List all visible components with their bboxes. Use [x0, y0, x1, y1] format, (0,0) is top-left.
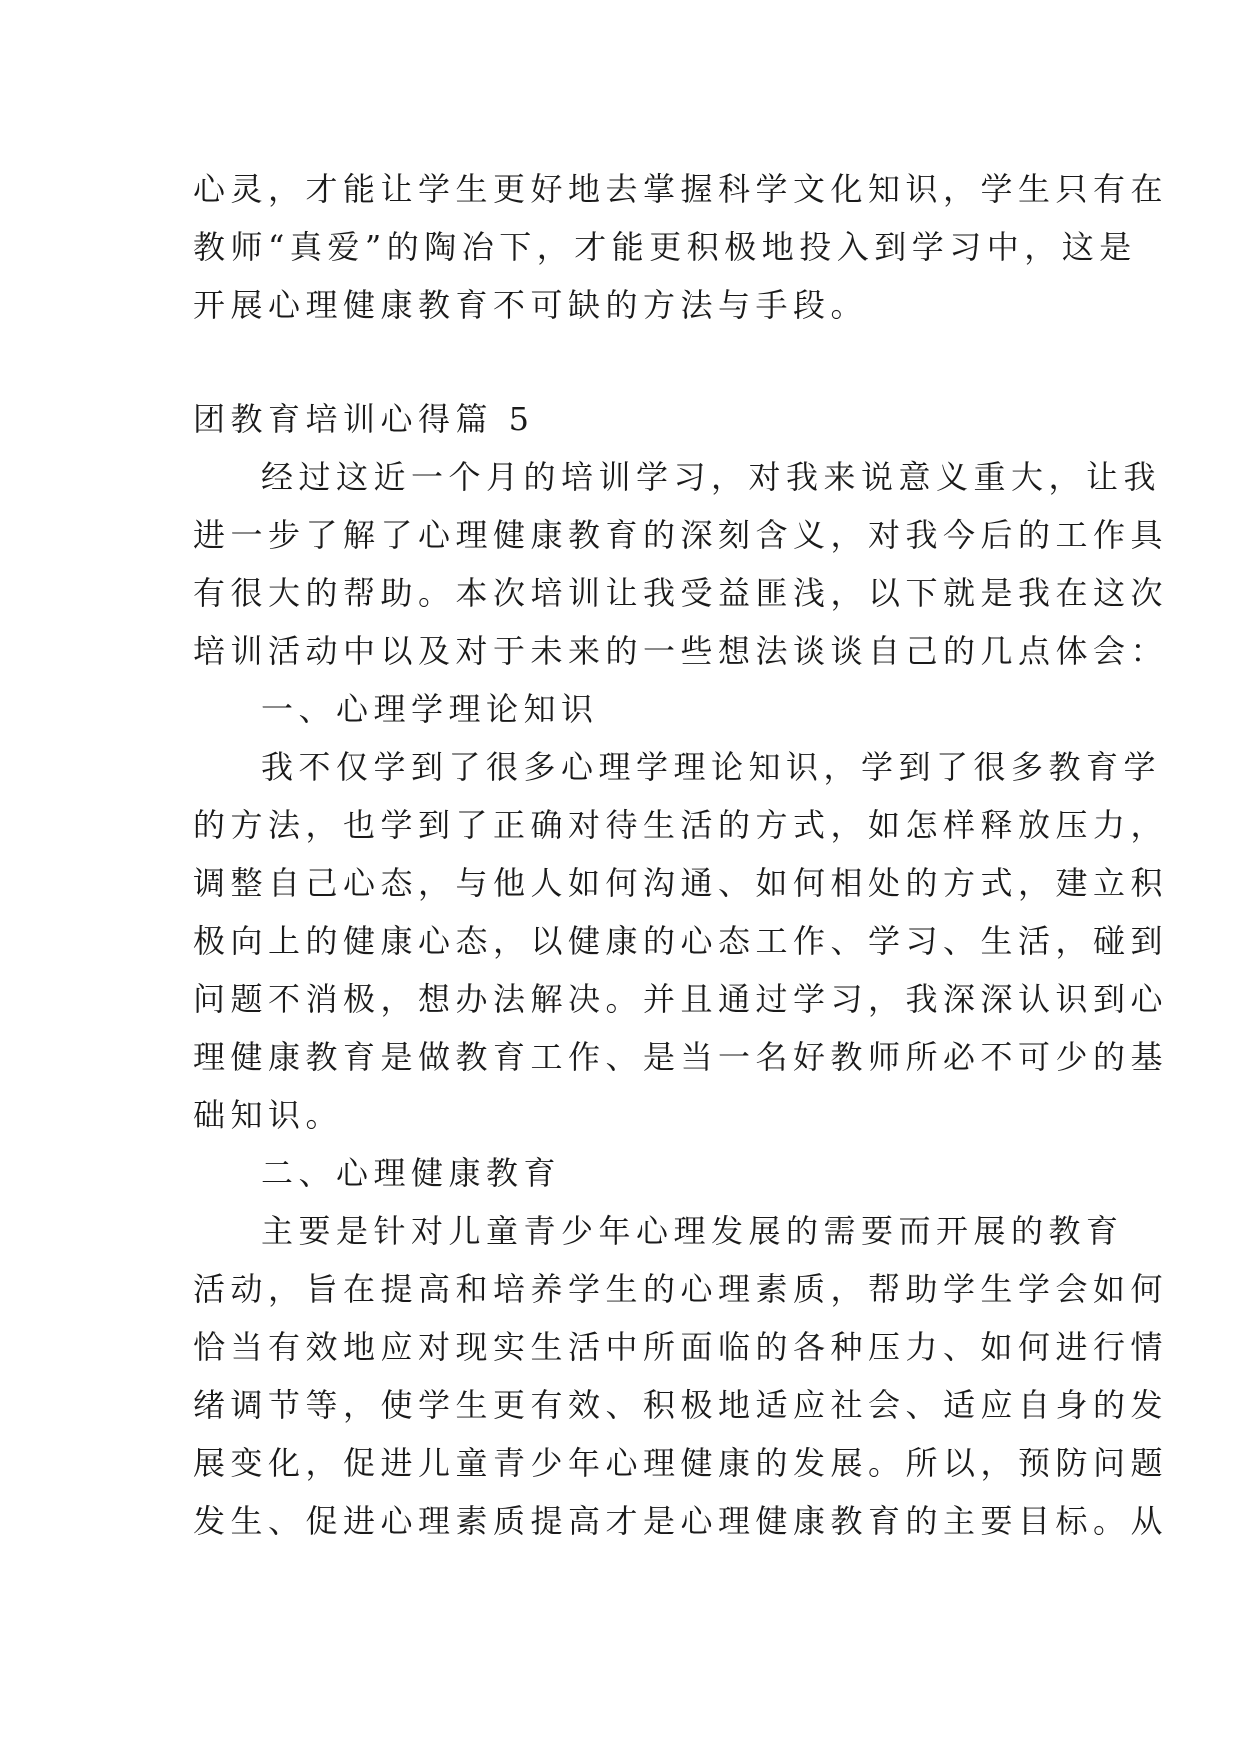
text-line: 极向上的健康心态，以健康的心态工作、学习、生活，碰到: [193, 922, 1169, 960]
text-line: 展变化，促进儿童青少年心理健康的发展。所以，预防问题: [193, 1444, 1169, 1482]
section-title: 团教育培训心得篇 5: [193, 400, 535, 438]
paragraph-2: [193, 738, 1169, 1144]
text-line: 绪调节等，使学生更有效、积极地适应社会、适应自身的发: [193, 1386, 1169, 1424]
heading-mental-health-education: 二、心理健康教育: [261, 1154, 562, 1192]
text-line: 础知识。: [193, 1096, 344, 1134]
text-line: 培训活动中以及对于未来的一些想法谈谈自己的几点体会：: [193, 632, 1169, 670]
text-line: 心灵，才能让学生更好地去掌握科学文化知识，学生只有在: [193, 170, 1169, 208]
paragraph-3: [193, 1202, 1169, 1550]
text-line: 活动，旨在提高和培养学生的心理素质，帮助学生学会如何: [193, 1270, 1169, 1308]
text-line: 理健康教育是做教育工作、是当一名好教师所必不可少的基: [193, 1038, 1169, 1076]
text-line: 发生、促进心理素质提高才是心理健康教育的主要目标。从: [193, 1502, 1169, 1540]
heading-psychology-theory: 一、心理学理论知识: [261, 690, 599, 728]
text-line: 开展心理健康教育不可缺的方法与手段。: [193, 286, 869, 324]
text-line: 问题不消极，想办法解决。并且通过学习，我深深认识到心: [193, 980, 1169, 1018]
paragraph-1: [193, 448, 1169, 680]
paragraph-gap: [193, 334, 1053, 390]
text-line: 教师“真爱”的陶冶下，才能更积极地投入到学习中，这是: [193, 228, 1137, 266]
intro-paragraph: [193, 160, 1169, 334]
text-line: 主要是针对儿童青少年心理发展的需要而开展的教育: [261, 1212, 1124, 1250]
text-line: 恰当有效地应对现实生活中所面临的各种压力、如何进行情: [193, 1328, 1169, 1366]
text-line: 的方法，也学到了正确对待生活的方式，如怎样释放压力，: [193, 806, 1169, 844]
text-line: 经过这近一个月的培训学习，对我来说意义重大，让我: [261, 458, 1162, 496]
document-page: [193, 160, 1169, 1550]
text-line: 进一步了解了心理健康教育的深刻含义，对我今后的工作具: [193, 516, 1169, 554]
text-line: 调整自己心态，与他人如何沟通、如何相处的方式，建立积: [193, 864, 1169, 902]
text-line: 有很大的帮助。本次培训让我受益匪浅，以下就是我在这次: [193, 574, 1169, 612]
text-line: 我不仅学到了很多心理学理论知识，学到了很多教育学: [261, 748, 1162, 786]
